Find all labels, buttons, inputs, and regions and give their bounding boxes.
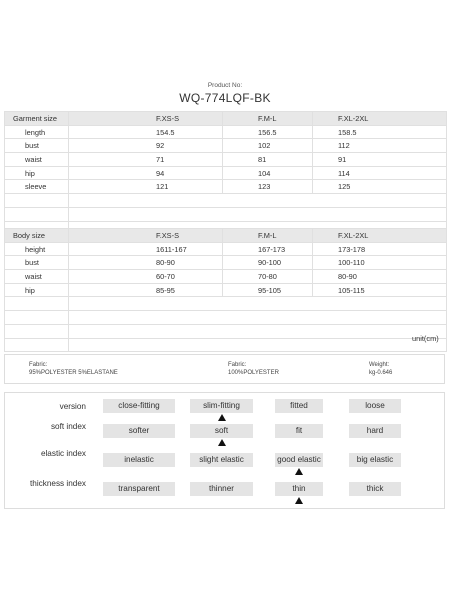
unit-label: unit(cm) <box>412 334 439 343</box>
attribute-option: good elastic <box>275 453 323 467</box>
attribute-option: close-fitting <box>103 399 175 413</box>
size-value: 102 <box>223 139 313 153</box>
empty-row <box>5 311 447 325</box>
row-label: waist <box>5 270 69 284</box>
empty-cell <box>69 194 447 208</box>
body-header-row <box>5 229 447 243</box>
size-value: 114 <box>313 166 447 180</box>
size-value: 90-100 <box>223 256 313 270</box>
empty-cell <box>5 338 69 352</box>
body-header-cell: F.XL-2XL <box>313 229 447 243</box>
attribute-option: hard <box>349 424 401 438</box>
body-header-cell: Body size <box>5 229 69 243</box>
weight-value: kg-0.646 <box>369 370 393 376</box>
row-label: height <box>5 242 69 256</box>
attribute-option: fitted <box>275 399 323 413</box>
attribute-option: fit <box>275 424 323 438</box>
weight-label: Weight: <box>369 362 390 368</box>
empty-cell <box>69 324 447 338</box>
size-value: 91 <box>313 153 447 167</box>
table-row <box>5 139 447 153</box>
empty-cell <box>69 297 447 311</box>
fabric-1 <box>29 361 118 377</box>
size-value: 94 <box>69 166 223 180</box>
body-size-table <box>4 228 447 352</box>
size-value: 156.5 <box>223 125 313 139</box>
row-label: bust <box>5 256 69 270</box>
row-label: length <box>5 125 69 139</box>
empty-cell <box>69 207 447 221</box>
empty-cell <box>5 311 69 325</box>
size-value: 81 <box>223 153 313 167</box>
attribute-label: version <box>59 402 86 411</box>
size-value: 100-110 <box>313 256 447 270</box>
selected-marker-icon <box>295 468 303 475</box>
attribute-option: big elastic <box>349 453 401 467</box>
garment-header-cell: F.XS-S <box>69 112 223 126</box>
table-row <box>5 153 447 167</box>
garment-header-cell: F.M-L <box>223 112 313 126</box>
attribute-option: loose <box>349 399 401 413</box>
attribute-label: elastic index <box>40 449 86 458</box>
product-number: WQ-774LQF-BK <box>179 91 271 105</box>
table-row <box>5 283 447 297</box>
product-no-label: Product No: <box>207 82 243 89</box>
row-label: waist <box>5 153 69 167</box>
size-value: 167-173 <box>223 242 313 256</box>
attribute-option: slight elastic <box>190 453 253 467</box>
attribute-option: slim-fitting <box>190 399 253 413</box>
empty-cell <box>5 324 69 338</box>
empty-row <box>5 194 447 208</box>
empty-cell <box>69 338 447 352</box>
table-row <box>5 242 447 256</box>
weight <box>369 361 392 377</box>
size-value: 1611-167 <box>69 242 223 256</box>
selected-marker-icon <box>218 414 226 421</box>
garment-header-cell: F.XL-2XL <box>313 112 447 126</box>
size-value: 112 <box>313 139 447 153</box>
garment-size-table <box>4 111 447 235</box>
empty-row <box>5 297 447 311</box>
attribute-option: soft <box>190 424 253 438</box>
fabric-2-label: Fabric: <box>228 362 247 368</box>
table-row <box>5 166 447 180</box>
size-value: 104 <box>223 166 313 180</box>
size-value: 105-115 <box>313 283 447 297</box>
garment-header-cell: Garment size <box>5 112 69 126</box>
size-value: 92 <box>69 139 223 153</box>
selected-marker-icon <box>218 439 226 446</box>
empty-cell <box>5 207 69 221</box>
fabric-info-box <box>4 354 445 384</box>
size-value: 95-105 <box>223 283 313 297</box>
table-row <box>5 270 447 284</box>
body-header-cell: F.M-L <box>223 229 313 243</box>
size-value: 70-80 <box>223 270 313 284</box>
empty-row <box>5 338 447 352</box>
row-label: bust <box>5 139 69 153</box>
row-label: hip <box>5 283 69 297</box>
fabric-2 <box>228 361 279 377</box>
empty-cell <box>5 297 69 311</box>
attribute-option: softer <box>103 424 175 438</box>
garment-header-row <box>5 112 447 126</box>
size-value: 123 <box>223 180 313 194</box>
row-label: hip <box>5 166 69 180</box>
selected-marker-icon <box>295 497 303 504</box>
table-row <box>5 180 447 194</box>
fabric-1-value: 95%POLYESTER 5%ELASTANE <box>29 370 118 376</box>
fabric-2-value: 100%POLYESTER <box>228 370 279 376</box>
empty-row <box>5 324 447 338</box>
row-label: sleeve <box>5 180 69 194</box>
attribute-label: soft index <box>50 422 86 431</box>
table-row <box>5 256 447 270</box>
attribute-option: thin <box>275 482 323 496</box>
empty-row <box>5 207 447 221</box>
size-value: 121 <box>69 180 223 194</box>
empty-cell <box>69 311 447 325</box>
attribute-option: inelastic <box>103 453 175 467</box>
size-value: 85-95 <box>69 283 223 297</box>
attribute-label: thickness index <box>30 479 86 488</box>
size-value: 173-178 <box>313 242 447 256</box>
size-value: 158.5 <box>313 125 447 139</box>
size-value: 125 <box>313 180 447 194</box>
empty-cell <box>5 194 69 208</box>
size-value: 154.5 <box>69 125 223 139</box>
size-value: 60-70 <box>69 270 223 284</box>
table-row <box>5 125 447 139</box>
size-value: 80-90 <box>69 256 223 270</box>
size-value: 71 <box>69 153 223 167</box>
attribute-option: thick <box>349 482 401 496</box>
fabric-1-label: Fabric: <box>29 362 48 368</box>
attribute-option: transparent <box>103 482 175 496</box>
attribute-option: thinner <box>190 482 253 496</box>
body-header-cell: F.XS-S <box>69 229 223 243</box>
size-value: 80-90 <box>313 270 447 284</box>
